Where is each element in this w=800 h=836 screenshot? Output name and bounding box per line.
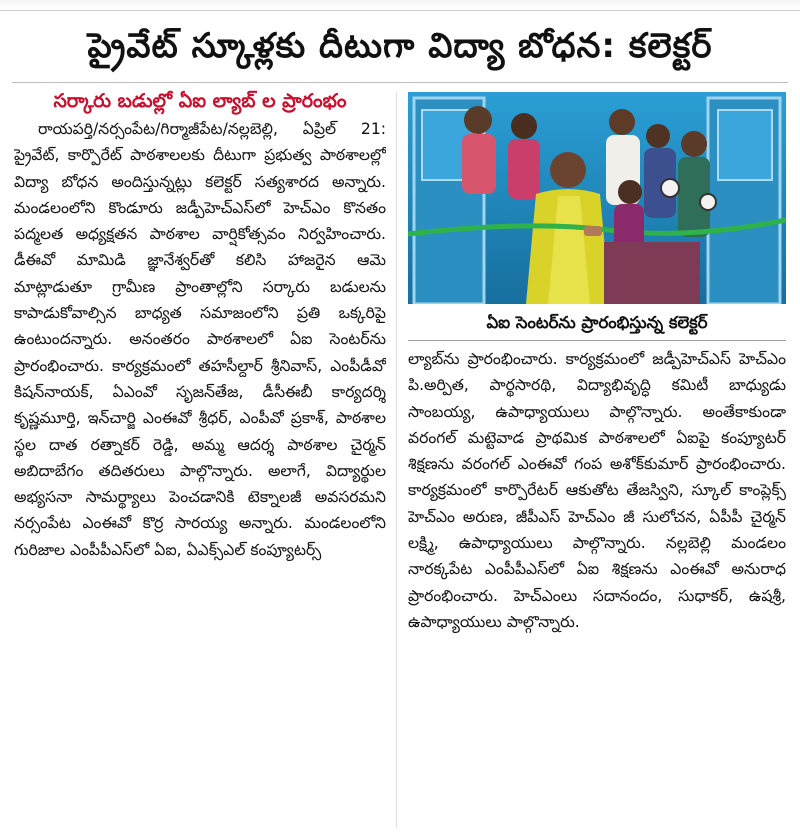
left-column-text: రాయపర్తి/నర్సంపేట/గిర్మాజీపేట/నల్లబెల్లి, ఏప్రిల్ 21: ప్రైవేట్, కార్పొరేట్ పాఠశాలలకు దీటుగా ప్రభుత్వ పాఠశాలల్లో విద్యా బోధన అందిస్తున్నట్లు కలెక్టర్ సత్యశారద అన్నారు. మండలంలోని కొండూరు జడ్పీహెచ్ఎస్‌లో హెచ్ఎం కొనతం పద్మలత అధ్యక్షతన పాఠశాల వార్షికోత్సవం నిర్వహించారు. డీఈవో మామిడి జ్ఞానేశ్వర్‌తో కలిసి హాజరైన ఆమె మాట్లాడుతూ గ్రామీణ ప్రాంతాల్లోని సర్కారు బడులను కాపాడుకోవాల్సిన బాధ్యత సమాజంలోని ప్రతి ఒక్కరిపై ఉంటుందన్నారు. అనంతరం పాఠశాలలో ఏఐ సెంటర్‌ను ప్రారంభించారు. కార్యక్రమంలో తహసీల్దార్ శ్రీనివాస్, ఎంపీడీవో కిషన్‌నాయక్, ఏఎంవో సృజన్‌తేజ, డీసీఈబీ కార్యదర్శి కృష్ణమూర్తి, ఇన్‌చార్జి ఎంఈవో శ్రీధర్, ఎంపీవో ప్రకాశ్, పాఠశాల స్థల దాత రత్నాకర్ రెడ్డి, అమ్మ ఆదర్శ పాఠశాల చైర్మన్ అబిదాబేగం తదితరులు పాల్గొన్నారు. అలాగే, విద్యార్థుల అభ్యసనా సామర్థ్యాలు పెంచడానికి టెక్నాలజీ అవసరమని నర్సంపేట ఎంఈవో కొర్ర సారయ్య అన్నారు. మండలంలోని గురిజాల ఎంపీపీఎస్‌లో ఏఐ, ఏఎక్స్‌ఎల్ కంప్యూటర్స్: [14, 120, 386, 559]
article-photo: [408, 92, 786, 304]
column-divider: [396, 92, 397, 828]
right-column: [408, 346, 786, 830]
headline-rule: [12, 82, 788, 83]
article-subheadline: సర్కారు బడుల్లో ఏఐ ల్యాబ్ ల ప్రారంభం: [53, 90, 347, 112]
right-column-text: ల్యాబ్‌ను ప్రారంభించారు. కార్యక్రమంలో జడ్పీహెచ్ఎస్ హెచ్ఎం పి.అర్పిత, పార్థసారథి, విద్యాభివృద్ధి కమిటీ బాధ్యుడు సాంబయ్య, ఉపాధ్యాయులు పాల్గొన్నారు. అంతేకాకుండా వరంగల్ మట్టెవాడ ప్రాథమిక పాఠశాలలో ఏఐపై కంప్యూటర్ శిక్షణను వరంగల్ ఎంఈవో గంప అశోక్‌కుమార్ ప్రారంభించారు. కార్యక్రమంలో కార్పొరేటర్ ఆకుతోట తేజస్విని, స్కూల్ కాంప్లెక్స్ హెచ్ఎం అరుణ, జీపీఎస్ హెచ్ఎం జీ సులోచన, ఏపీపీ చైర్మన్ లక్ష్మి, ఉపాధ్యాయులు పాల్గొన్నారు. నల్లబెల్లి మండలం నారక్కపేట ఎంపీపీఎస్‌లో ఏఐ శిక్షణను ఎంఈవో అనురాధ ప్రారంభించారు. హెచ్ఎంలు సదానందం, సుధాకర్, ఉషశ్రీ, ఉపాధ్యాయులు పాల్గొన్నారు.: [408, 350, 786, 631]
photo-caption: ఏఐ సెంటర్‌ను ప్రారంభిస్తున్న కలెక్టర్: [408, 306, 786, 341]
previous-article-strip: [0, 0, 800, 11]
article-headline: ప్రైవేట్ స్కూళ్లకు దీటుగా విద్యా బోధన: కలెక్టర్: [87, 26, 713, 66]
ribbon-cutting-photo: [408, 92, 786, 304]
left-column: [14, 86, 386, 830]
